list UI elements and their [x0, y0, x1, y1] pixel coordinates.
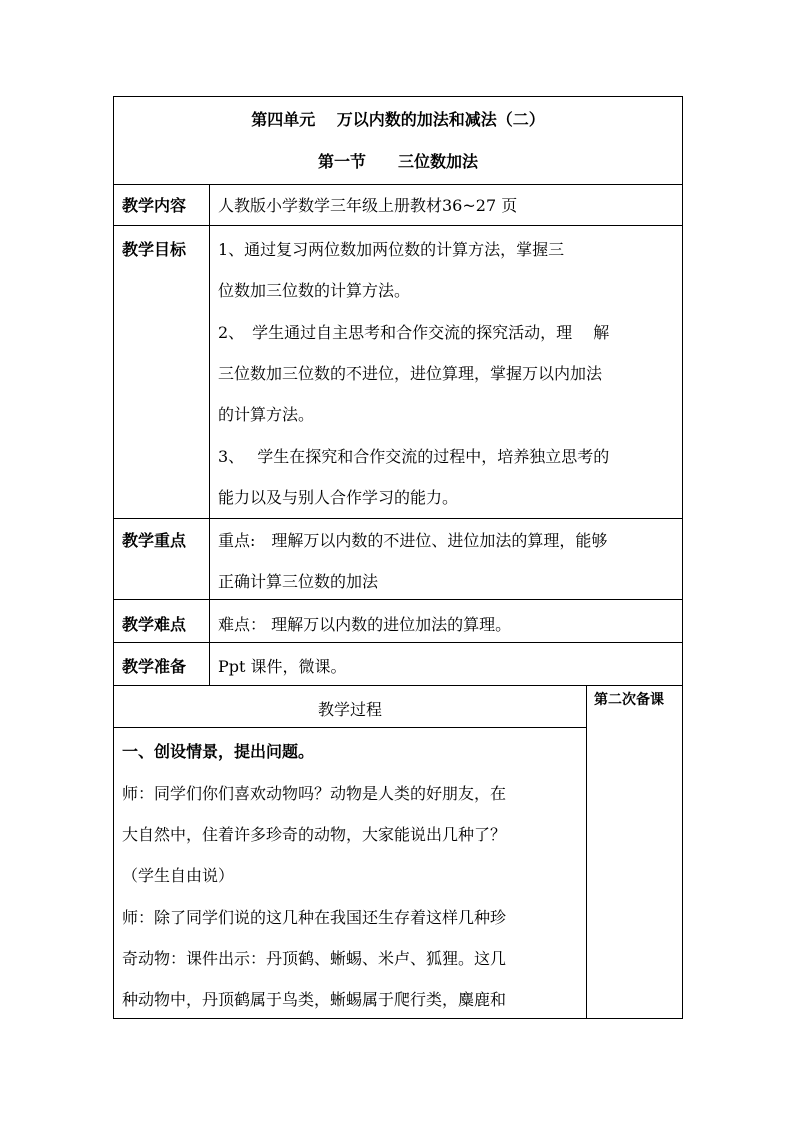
content-text: 人教版小学数学三年级上册教材36~27 页 — [218, 196, 518, 215]
difficulties-text: 难点： 理解万以内数的进位加法的算理。 — [218, 615, 512, 634]
row-divider — [114, 727, 586, 728]
goals-label: 教学目标 — [122, 240, 187, 259]
goal-line: 的计算方法。 — [218, 405, 315, 424]
process-line: 师：除了同学们说的这几种在我国还生存着这样几种珍 — [122, 908, 507, 927]
process-line: （学生自由说） — [122, 866, 235, 885]
content-label: 教学内容 — [122, 196, 187, 215]
process-line: 奇动物：课件出示：丹顶鹤、蜥蜴、米卢、狐狸。这几 — [122, 949, 507, 968]
section-title: 第一节 三位数加法 — [317, 152, 478, 171]
goal-line: 位数加三位数的计算方法。 — [218, 281, 411, 300]
row-divider — [114, 685, 682, 686]
process-line: 种动物中，丹顶鹤属于鸟类，蜥蜴属于爬行类，麋鹿和 — [122, 990, 507, 1009]
process-line: 师：同学们你们喜欢动物吗？动物是人类的好朋友，在 — [122, 784, 507, 803]
goal-line: 3、 学生在探究和合作交流的过程中，培养独立思考的 — [218, 447, 610, 466]
row-divider — [114, 642, 682, 643]
process-line: 大自然中，住着许多珍奇的动物，大家能说出几种了？ — [122, 825, 507, 844]
goal-line: 2、 学生通过自主思考和合作交流的探究活动，理 解 — [218, 323, 610, 342]
key-points-label: 教学重点 — [122, 531, 187, 550]
notes-column-divider — [586, 685, 587, 1018]
row-divider — [114, 225, 682, 226]
goal-line: 1、通过复习两位数加两位数的计算方法，掌握三 — [218, 240, 565, 259]
label-column-divider — [209, 184, 210, 685]
goal-line: 能力以及与别人合作学习的能力。 — [218, 488, 459, 507]
row-divider — [114, 599, 682, 600]
second-prep-heading: 第二次备课 — [594, 692, 664, 708]
goal-line: 三位数加三位数的不进位，进位算理，掌握万以内加法 — [218, 364, 603, 383]
row-divider — [114, 184, 682, 185]
difficulties-label: 教学难点 — [122, 615, 187, 634]
process-heading: 教学过程 — [317, 700, 382, 719]
preparation-label: 教学准备 — [122, 657, 187, 676]
key-point-line: 正确计算三位数的加法 — [218, 572, 379, 591]
key-point-line: 重点: 理解万以内数的不进位、进位加法的算理，能够 — [218, 531, 608, 550]
row-divider — [114, 518, 682, 519]
process-section-heading: 一、创设情景，提出问题。 — [122, 742, 315, 761]
unit-title: 第四单元 万以内数的加法和减法（二） — [251, 110, 545, 129]
preparation-text: Ppt 课件，微课。 — [218, 657, 347, 676]
lesson-plan-table — [113, 96, 683, 1019]
